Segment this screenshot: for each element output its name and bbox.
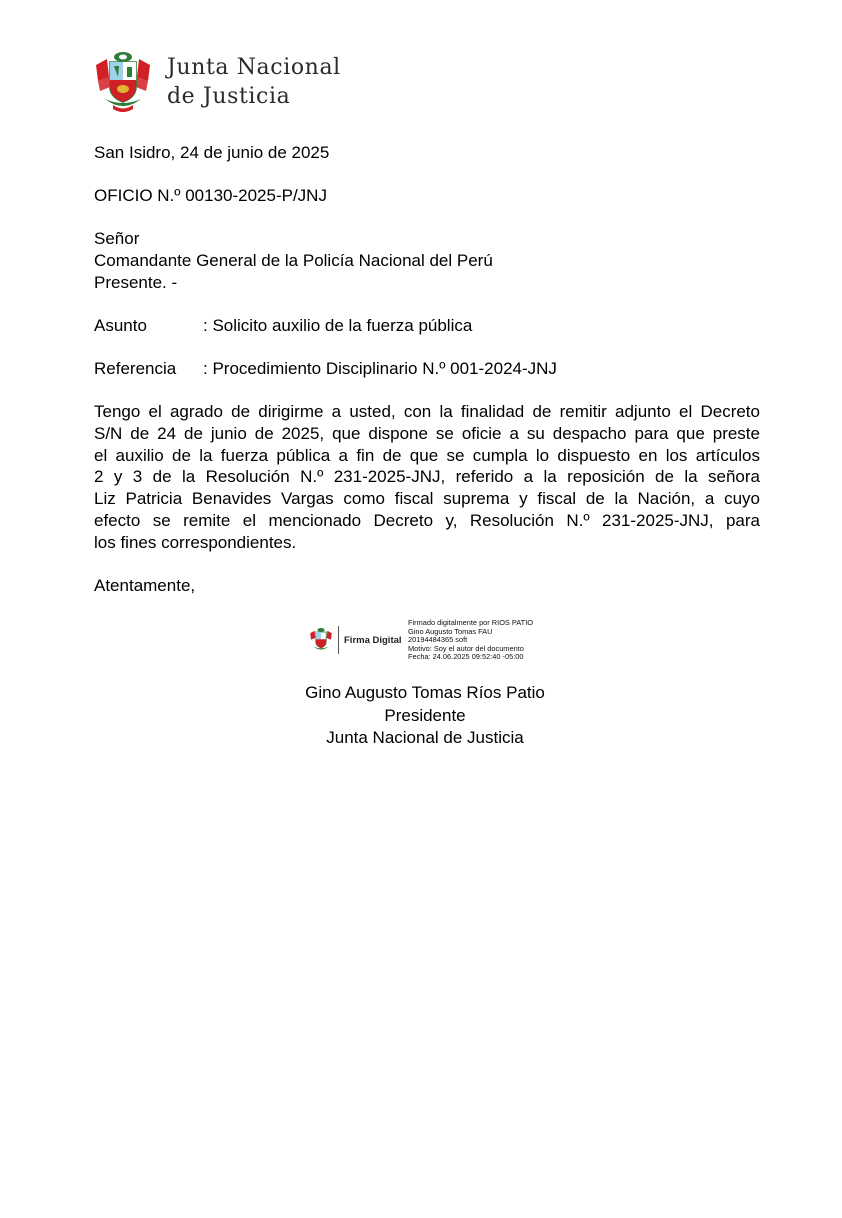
reference-value: : Procedimiento Disciplinario N.º 001-2024-JNJ [203,359,557,378]
oficio-number: OFICIO N.º 00130-2025-P/JNJ [94,186,327,205]
subject-label: Asunto [94,316,147,335]
subject-value: : Solicito auxilio de la fuerza pública [203,316,473,335]
body-line: S/N de 24 de junio de 2025, que dispone se oficie a su despacho para que preste [94,423,760,443]
institution-name [167,53,341,111]
recipient-salutation: Señor [94,229,140,248]
recipient-presente: Presente. - [94,273,178,292]
body-paragraph [94,401,760,554]
signer-position: Presidente [384,705,466,725]
body-line: 2 y 3 de la Resolución N.º 231-2025-JNJ, referido a la reposición de la señora [94,467,760,487]
digital-signature-stamp [309,619,402,655]
recipient-title: Comandante General de la Policía Nacional del Perú [94,251,493,270]
place-date: San Isidro, 24 de junio de 2025 [94,143,330,162]
recipient-block [94,228,493,294]
reference-label: Referencia [94,359,177,378]
institution-name-line1: Junta Nacional [167,55,341,80]
signer-name: Gino Augusto Tomas Ríos Patio [305,683,545,702]
body-line: Liz Patricia Benavides Vargas como fiscal suprema y fiscal de la Nación, a cuyo [94,489,760,509]
signature-divider [338,626,339,654]
letterhead [93,46,341,118]
signature-detail-line: Firmado digitalmente por RIOS PATIO [408,618,533,627]
signer-organization: Junta Nacional de Justicia [326,728,524,747]
signer-block [240,682,610,750]
closing: Atentamente, [94,576,196,595]
body-line: el auxilio de la fuerza pública a fin de que se cumpla lo dispuesto en los artículos [94,445,760,465]
body-line: Tengo el agrado de dirigirme a usted, con la finalidad de remitir adjunto el Decreto [94,402,760,421]
signature-label: Firma Digital [344,634,402,646]
signature-details [408,619,533,662]
signature-detail-line: Gino Augusto Tomas FAU [408,626,493,636]
signature-detail-line: 20194484365 soft [408,635,468,645]
signature-detail-line: Fecha: 24.06.2025 09:52:40 -05:00 [408,652,524,662]
signature-detail-line: Motivo: Soy el autor del documento [408,643,524,653]
coat-of-arms-icon [93,47,153,117]
coat-of-arms-icon [309,625,333,655]
institution-name-line2: de Justicia [167,84,291,109]
body-line: efecto se remite el mencionado Decreto y, Resolución N.º 231-2025-JNJ, para [94,510,760,530]
body-line: los fines correspondientes. [94,532,297,552]
